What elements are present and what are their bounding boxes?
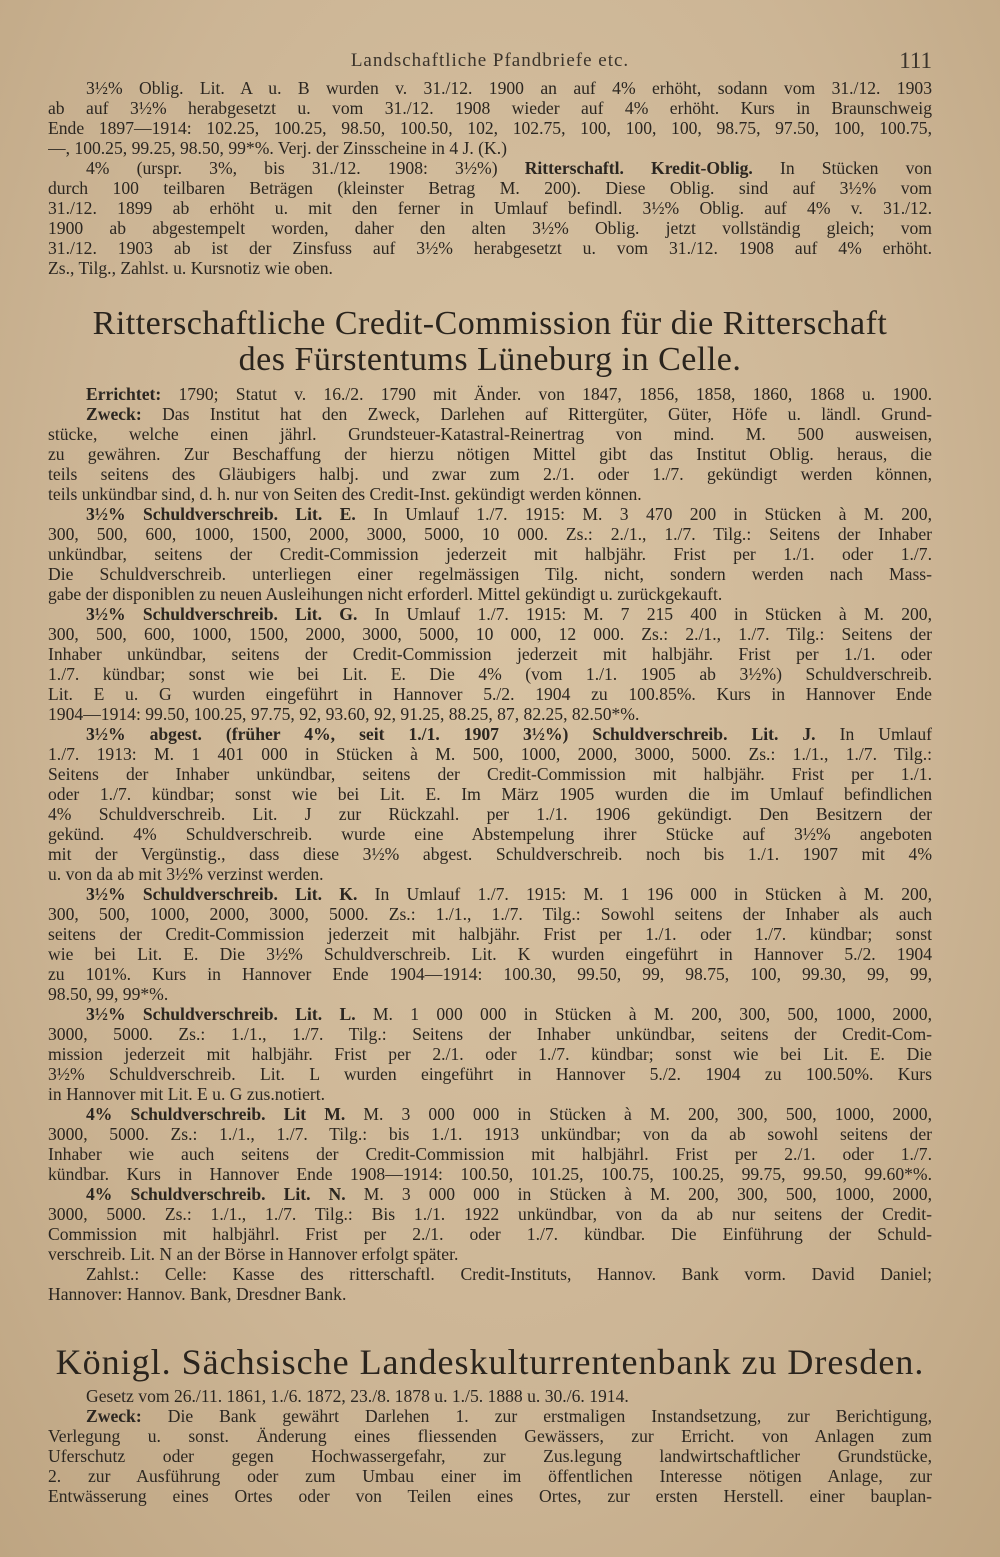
text-run: Das Institut hat den Zweck, Darlehen auf Rittergüter, Güter, Höfe u. ländl. Grund- — [162, 404, 932, 424]
text-line: teils unkündbar sind, d. h. nur von Seiten des Credit-Inst. gekündigt werden können. — [48, 484, 642, 504]
text-line: Entwässerung eines Ortes oder von Teilen eines Ortes, zur ersten Herstell. einer bauplan- — [48, 1486, 932, 1506]
text-line: kündbar. Kurs in Hannover Ende 1908—1914: 100.50, 101.25, 100.75, 100.25, 99.75, 99.50, 99.60*%. — [48, 1164, 932, 1184]
text-line: Seitens der Inhaber unkündbar, seitens der Credit-Commission mit halbjähr. Frist per 1./1. — [48, 764, 932, 784]
text-line: 1904—1914: 99.50, 100.25, 97.75, 92, 93.60, 92, 91.25, 88.25, 87, 82.25, 82.50*%. — [48, 704, 640, 724]
text-line: 1./7. 1913: M. 1 401 000 in Stücken à M. 500, 1000, 2000, 3000, 5000. Zs.: 1./1., 1./7. Tilg.: — [48, 744, 932, 764]
text-line: Inhaber unkündbar, seitens der Credit-Commission jederzeit mit halbjähr. Frist per 1./1. oder — [48, 644, 932, 664]
bond-title: 3½% abgest. (früher 4%, seit 1./1. 1907 3½%) Schuldverschreib. Lit. J. — [86, 724, 816, 744]
section-heading: des Fürstentums Lüneburg in Celle. — [238, 341, 742, 378]
bond-title: 3½% Schuldverschreib. Lit. G. — [86, 604, 358, 624]
text-run: In Umlauf 1./7. 1915: M. 7 215 400 in Stücken à M. 200, — [374, 604, 932, 624]
text-line: oder 1./7. kündbar; sonst wie bei Lit. E. Im März 1905 wurden die im Umlauf befindlichen — [48, 784, 932, 804]
running-head-title: Landschaftliche Pfandbriefe etc. — [350, 50, 630, 71]
bond-title: 4% Schuldverschreib. Lit. N. — [86, 1184, 346, 1204]
text-line: Zahlst.: Celle: Kasse des ritterschaftl. Credit-Instituts, Hannov. Bank vorm. David Daniel; — [86, 1264, 932, 1284]
text-line: 3000, 5000. Zs.: 1./1., 1./7. Tilg.: bis 1./1. 1913 unkündbar; von da ab sowohl seitens der — [48, 1124, 932, 1144]
text-line: 1./7. kündbar; sonst wie bei Lit. E. Die 4% (vom 1./1. 1905 ab 3½%) Schuldverschreib. — [48, 664, 932, 684]
field-label: Zweck: — [86, 1406, 142, 1426]
text-line: seitens der Credit-Commission jederzeit mit halbjähr. Frist per 1./1. oder 1./7. kündbar; sonst — [48, 924, 932, 944]
text-line — [48, 158, 932, 178]
text-run: M. 1 000 000 in Stücken à M. 200, 300, 500, 1000, 2000, — [372, 1004, 932, 1024]
text-line — [48, 884, 932, 904]
bond-title: 4% Schuldverschreib. Lit M. — [86, 1104, 346, 1124]
text-line — [48, 404, 932, 424]
text-run: In Umlauf — [839, 724, 932, 744]
text-line: Hannover: Hannov. Bank, Dresdner Bank. — [48, 1284, 347, 1304]
text-run: 4% (urspr. 3%, bis 31./12. 1908: 3½%) — [86, 158, 498, 178]
text-line: verschreib. Lit. N an der Börse in Hannover erfolgt später. — [48, 1244, 459, 1264]
intro-block — [48, 78, 932, 278]
section-ritterschaftliche-credit-commission — [48, 306, 932, 1304]
text-line: Inhaber wie auch seitens der Credit-Commission mit halbjährl. Frist per 2./1. oder 1./7. — [48, 1144, 932, 1164]
text-line: 3½% Oblig. Lit. A u. B wurden v. 31./12. 1900 an auf 4% erhöht, sodann vom 31./12. 1903 — [86, 78, 932, 98]
bond-title: 3½% Schuldverschreib. Lit. L. — [86, 1004, 356, 1024]
text-line — [48, 604, 932, 624]
field-label: Errichtet: — [86, 384, 162, 404]
page-number: 111 — [899, 48, 932, 73]
text-run: In Umlauf 1./7. 1915: M. 3 470 200 in Stücken à M. 200, — [373, 504, 932, 524]
text-run: In Umlauf 1./7. 1915: M. 1 196 000 in Stücken à M. 200, — [374, 884, 932, 904]
text-line: teils seitens des Gläubigers halbj. und zwar zum 2./1. oder 1./7. gekündigt werden können, — [48, 464, 932, 484]
text-line: Gesetz vom 26./11. 1861, 1./6. 1872, 23./8. 1878 u. 1./5. 1888 u. 30./6. 1914. — [86, 1386, 629, 1406]
text-line: Commission mit halbjährl. Frist per 2./1. oder 1./7. kündbar. Die Einführung der Schuld- — [48, 1224, 932, 1244]
text-line — [48, 1406, 932, 1426]
text-line: durch 100 teilbaren Beträgen (kleinster Betrag M. 200). Diese Oblig. sind auf 3½% vom — [48, 178, 932, 198]
text-line: 4% Schuldverschreib. Lit. J zur Rückzahl. per 1./1. 1906 gekündigt. Den Besitzern der — [48, 804, 932, 824]
text-run: Die Bank gewährt Darlehen 1. zur erstmaligen Instandsetzung, zur Berichtigung, — [167, 1406, 932, 1426]
text-line: 2. zur Ausführung oder zum Umbau einer im öffentlichen Interesse nötigen Anlage, zur — [48, 1466, 932, 1486]
text-line: —, 100.25, 99.25, 98.50, 99*%. Verj. der Zinsscheine in 4 J. (K.) — [48, 138, 508, 158]
text-line: 300, 500, 1000, 2000, 3000, 5000. Zs.: 1./1., 1./7. Tilg.: Sowohl seitens der Inhaber als auch — [48, 904, 932, 924]
text-line — [48, 724, 932, 744]
text-line — [48, 1004, 932, 1024]
field-label: Zweck: — [86, 404, 142, 424]
text-line: Verlegung u. sonst. Änderung eines fliessenden Gewässers, zur Erricht. von Anlagen zum — [48, 1426, 932, 1446]
section-heading: Ritterschaftliche Credit-Commission für die Ritterschaft — [92, 305, 888, 342]
text-line: mit der Vergünstig., dass diese 3½% abgest. Schuldverschreib. noch bis 1./1. 1907 mit 4% — [48, 844, 932, 864]
text-line: stücke, welche einen jährl. Grundsteuer-Katastral-Reinertrag von mind. M. 500 ausweisen, — [48, 424, 932, 444]
text-line: Die Schuldverschreib. unterliegen einer regelmässigen Tilg. nicht, sondern werden nach Mass- — [48, 564, 932, 584]
text-line: zu 101%. Kurs in Hannover Ende 1904—1914: 100.30, 99.50, 99, 98.75, 100, 99.30, 99, 99, — [48, 964, 932, 984]
section-heading: Königl. Sächsische Landeskulturrentenbank zu Dresden. — [55, 1342, 925, 1382]
text-line: Ende 1897—1914: 102.25, 100.25, 98.50, 100.50, 102, 102.75, 100, 100, 100, 98.75, 97.50, 100, 100.75, — [48, 118, 932, 138]
text-run: 1790; Statut v. 16./2. 1790 mit Änder. von 1847, 1856, 1858, 1860, 1868 u. 1900. — [178, 384, 932, 404]
text-line: wie bei Lit. E. Die 3½% Schuldverschreib. Lit. K wurden eingeführt in Hannover 5./2. 1904 — [48, 944, 932, 964]
bond-title: Ritterschaftl. Kredit-Oblig. — [524, 158, 753, 178]
text-line: 31./12. 1903 ab ist der Zinsfuss auf 3½% herabgesetzt u. vom 31./12. 1908 auf 4% erhöht. — [48, 238, 932, 258]
bond-title: 3½% Schuldverschreib. Lit. E. — [86, 504, 356, 524]
text-line: 300, 500, 600, 1000, 1500, 2000, 3000, 5000, 10 000. Zs.: 2./1., 1./7. Tilg.: Seitens der Inhaber — [48, 524, 932, 544]
text-line: 31./12. 1899 ab erhöht u. mit den ferner in Umlauf befindl. 3½% Oblig. auf 4% v. 31./12. — [48, 198, 932, 218]
text-line — [48, 1184, 932, 1204]
text-line — [48, 504, 932, 524]
text-line: zu gewähren. Zur Beschaffung der hierzu nötigen Mittel gibt das Institut Oblig. heraus, die — [48, 444, 932, 464]
text-line: 3000, 5000. Zs.: 1./1., 1./7. Tilg.: Seitens der Inhaber unkündbar, seitens der Credit-Com- — [48, 1024, 932, 1044]
text-line — [48, 384, 932, 404]
text-line: 3000, 5000. Zs.: 1./1., 1./7. Tilg.: Bis 1./1. 1922 unkündbar, von da ab nur seitens der Credit- — [48, 1204, 932, 1224]
text-line: mission jederzeit mit halbjähr. Frist per 2./1. oder 1./7. kündbar; sonst wie bei Lit. E. Die — [48, 1044, 932, 1064]
running-head — [48, 42, 932, 78]
text-line: 300, 500, 600, 1000, 1500, 2000, 3000, 5000, 10 000, 12 000. Zs.: 2./1., 1./7. Tilg.: Seitens der — [48, 624, 932, 644]
text-line: 98.50, 99, 99*%. — [48, 984, 169, 1004]
text-line: Lit. E u. G wurden eingeführt in Hannover 5./2. 1904 zu 100.85%. Kurs in Hannover Ende — [48, 684, 932, 704]
section-landeskulturrentenbank — [48, 1344, 932, 1506]
text-line: unkündbar, seitens der Credit-Commission jederzeit mit halbjähr. Frist per 1./1. oder 1./7. — [48, 544, 932, 564]
text-line: Zs., Tilg., Zahlst. u. Kursnotiz wie oben. — [48, 258, 333, 278]
text-line: gabe der disponiblen zu neuen Ausleihungen nicht erforderl. Mittel gekündigt u. zurückgekauft. — [48, 584, 723, 604]
text-run: M. 3 000 000 in Stücken à M. 200, 300, 500, 1000, 2000, — [363, 1184, 932, 1204]
text-line — [48, 1104, 932, 1124]
text-run: M. 3 000 000 in Stücken à M. 200, 300, 500, 1000, 2000, — [363, 1104, 932, 1124]
text-line: 1900 ab abgestempelt worden, daher den alten 3½% Oblig. jetzt vollständig gleich; vom — [48, 218, 932, 238]
text-line: Uferschutz oder gegen Hochwassergefahr, zur Zus.legung landwirtschaftlicher Grundstücke, — [48, 1446, 932, 1466]
text-line: ab auf 3½% herabgesetzt u. vom 31./12. 1908 wieder auf 4% erhöht. Kurs in Braunschweig — [48, 98, 932, 118]
text-line: 3½% Schuldverschreib. Lit. L wurden eingeführt in Hannover 5./2. 1904 zu 100.50%. Kurs — [48, 1064, 932, 1084]
text-line: in Hannover mit Lit. E u. G zus.notiert. — [48, 1084, 326, 1104]
bond-title: 3½% Schuldverschreib. Lit. K. — [86, 884, 358, 904]
text-line: gekünd. 4% Schuldverschreib. wurde eine Abstempelung ihrer Stücke auf 3½% angeboten — [48, 824, 932, 844]
text-run: In Stücken von — [779, 158, 932, 178]
text-line: u. von da ab mit 3½% verzinst werden. — [48, 864, 324, 884]
